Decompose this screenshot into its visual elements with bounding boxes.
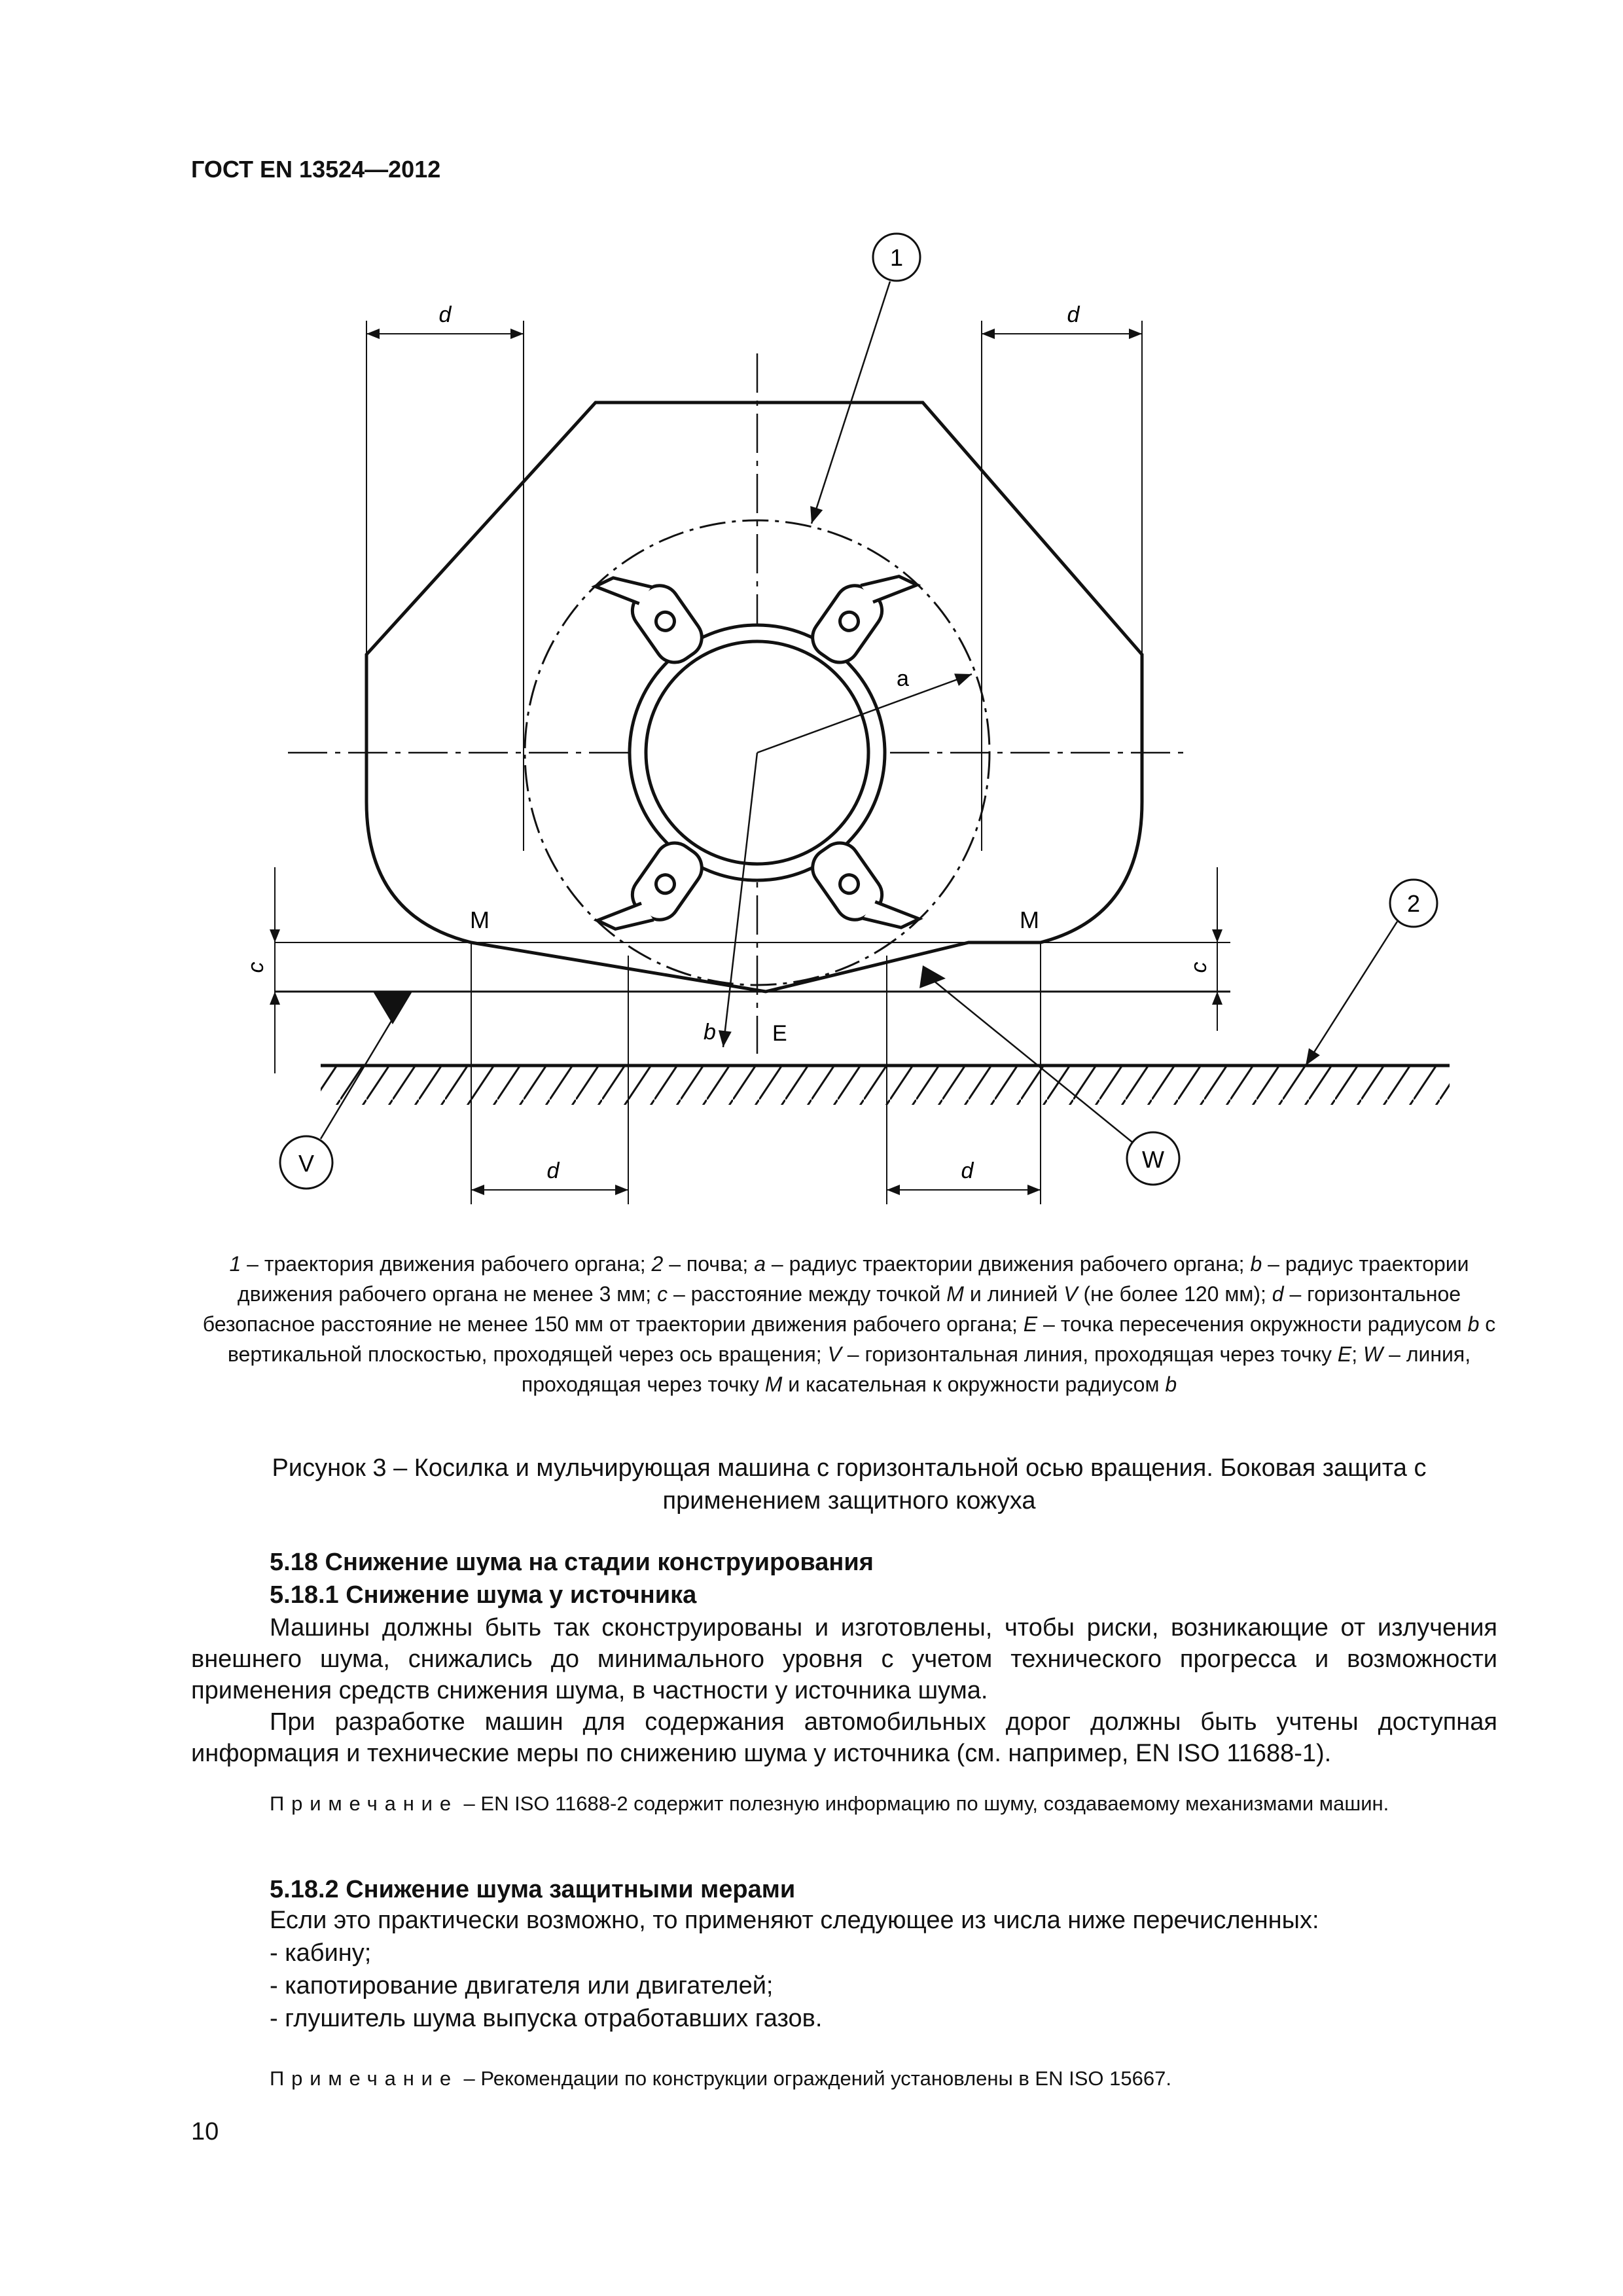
section-5-18-2-heading: 5.18.2 Снижение шума защитными мерами [270,1876,796,1903]
label-d-bottom-right: d [961,1158,974,1183]
callout-2-label: 2 [1406,890,1421,917]
label-a: a [897,666,909,691]
note-1 [191,1789,1497,1818]
note-1-label: Примечание [270,1792,458,1815]
list-item-exhaust-silencer: - глушитель шума выпуска отработавших газов. [270,2005,823,2032]
note-2 [191,2064,1497,2093]
label-M-left: M [470,906,490,933]
label-d-top-left: d [438,302,452,327]
label-M-right: M [1020,906,1039,933]
list-item-engine-enclosure: - капотирование двигателя или двигателей; [270,1972,774,2000]
callout-1-label: 1 [889,244,904,271]
note-1-text: – EN ISO 11688-2 содержит полезную информацию по шуму, создаваемому механизмами машин. [457,1792,1389,1815]
marker-V [373,992,412,1024]
callout-W-label: W [1142,1146,1164,1173]
callout-V-label: V [298,1150,315,1177]
callout-W-leader [929,977,1132,1142]
ground-hatch [321,1067,1450,1105]
note-2-text: – Рекомендации по конструкции ограждений установлены в EN ISO 15667. [457,2067,1171,2090]
section-5-18-1-heading: 5.18.1 Снижение шума у источника [270,1581,697,1609]
label-d-top-right: d [1067,302,1080,327]
paragraph-noise-source: Машины должны быть так сконструированы и изготовлены, чтобы риски, возникающие от излучения внешнего шума, снижались до минимального уровня с учетом технического прогресса и возможности применения средств снижения шума, в частности у источника шума. [191,1614,1497,1704]
page-number: 10 [191,2118,219,2145]
callout-2-leader [1306,922,1397,1066]
note-2-label: Примечание [270,2067,458,2090]
marker-W [919,965,946,988]
label-c-left: c [243,961,268,973]
document-header: ГОСТ EN 13524—2012 [191,156,441,183]
section-5-18-heading: 5.18 Снижение шума на стадии конструирования [270,1549,874,1576]
figure-caption: Рисунок 3 – Косилка и мульчирующая машина с горизонтальной осью вращения. Боковая защита с применением защитного кожуха [272,1454,1427,1515]
label-b: b [704,1020,716,1045]
figure-legend: 1 – траектория движения рабочего органа; 2 – почва; a – радиус траектории движения рабочего органа; b – радиус траектории движения рабочего органа не менее 3 мм; c – расстояние между точкой M и линией V (не более 120 мм); d – горизонтальное безопасное расстояние не менее 150 мм от траектории движения рабочего органа; E – точка пересечения окружности радиусом b с вертикальной плоскостью, проходящей через ось вращения; V – горизонтальная линия, проходящая через точку E; W – линия, проходящая через точку M и касательная к окружности радиусом b [202,1252,1496,1396]
label-E: E [772,1021,787,1046]
paragraph-road-machines: При разработке машин для содержания автомобильных дорог должны быть учтены доступная информация и технические меры по снижению шума у источника (см. например, EN ISO 11688-1). [191,1708,1497,1767]
paragraph-protective-measures: Если это практически возможно, то применяют следующее из числа ниже перечисленных: [270,1907,1319,1934]
list-item-cabin: - кабину; [270,1939,372,1967]
label-d-bottom-left: d [546,1158,560,1183]
label-c-right: c [1186,961,1211,973]
